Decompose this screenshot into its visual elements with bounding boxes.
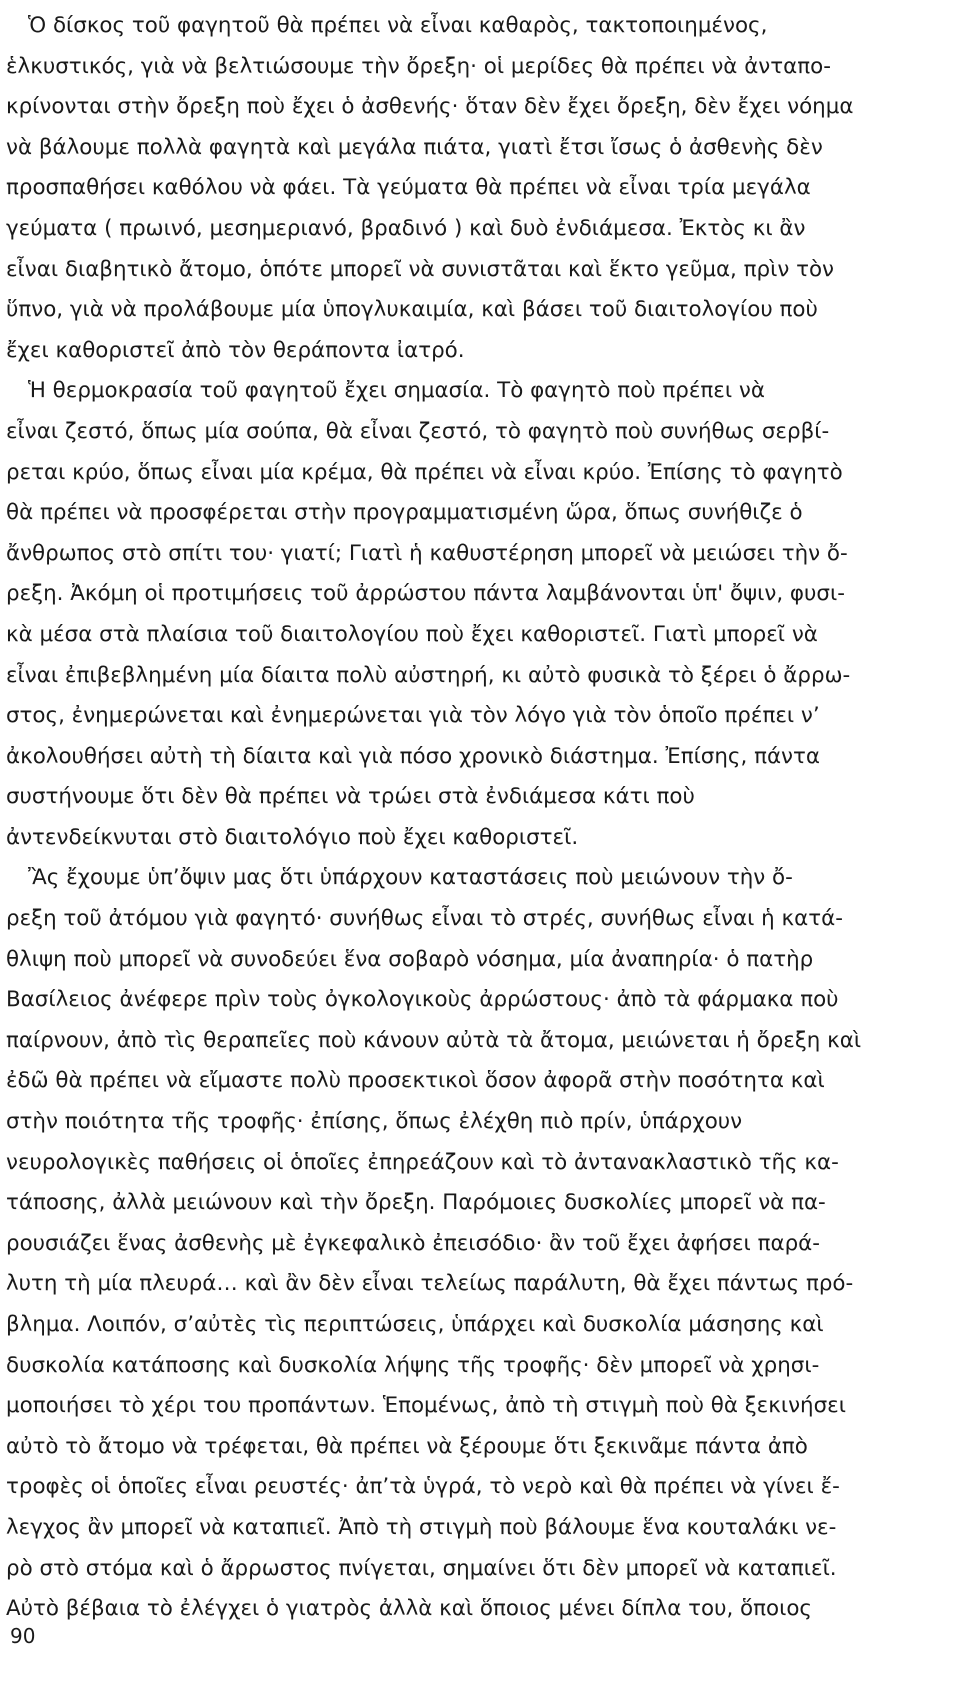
page-number: 90 bbox=[10, 1624, 36, 1648]
paragraph-2: Ἡ θερμοκρασία τοῦ φαγητοῦ ἔχει σημασία. Τὸ φαγητὸ ποὺ πρέπει νὰ εἶναι ζεστό, ὅπως μία σούπα, θὰ εἶναι ζεστό, τὸ φαγητὸ ποὺ συνήθως σερβί- ρεται κρύο, ὅπως εἶναι μία κρέμα, θὰ πρέπει νὰ εἶναι κρύο. Ἐπίσης τὸ φαγητὸ θὰ πρέπει νὰ προσφέρεται στὴν προγραμματισμένη ὥρα, ὅπως συνήθιζε ὁ ἄνθρωπος στὸ σπίτι του· γιατί; Γιατὶ ἡ καθυστέρηση μπορεῖ νὰ μειώσει τὴν ὄ- ρεξη. Ἀκόμη οἱ προτιμήσεις τοῦ ἀρρώστου πάντα λαμβάνονται ὑπ' ὄψιν, φυσι- κὰ μέσα στὰ πλαίσια τοῦ διαιτολογίου ποὺ ἔχει καθοριστεῖ. Γιατὶ μπορεῖ νὰ εἶναι ἐπιβεβλημένη μία δίαιτα πολὺ αὐστηρή, κι αὐτὸ φυσικὰ τὸ ξέρει ὁ ἄρρω- στος, ἐνημερώνεται καὶ ἐνημερώνεται γιὰ τὸν λόγο γιὰ τὸν ὁποῖο πρέπει ν’ ἀκολουθήσει αὐτὴ τὴ δίαιτα καὶ γιὰ πόσο χρονικὸ διάστημα. Ἐπίσης, πάντα συστήνουμε ὅτι δὲν θὰ πρέπει νὰ τρώει στὰ ἐνδιάμεσα κάτι ποὺ ἀντενδείκνυται στὸ διαιτολόγιο ποὺ ἔχει καθοριστεῖ. bbox=[6, 378, 851, 850]
body-text bbox=[6, 6, 892, 1630]
paragraph-3: Ἂς ἔχουμε ὑπ’ὄψιν μας ὅτι ὑπάρχουν καταστάσεις ποὺ μειώνουν τὴν ὄ- ρεξη τοῦ ἀτόμου γιὰ φαγητό· συνήθως εἶναι τὸ στρές, συνήθως εἶναι ἡ κατά- θλιψη ποὺ μπορεῖ νὰ συνοδεύει ἕνα σοβαρὸ νόσημα, μία ἀναπηρία· ὁ πατὴρ Βασίλειος ἀνέφερε πρὶν τοὺς ὀγκολογικοὺς ἀρρώστους· ἀπὸ τὰ φάρμακα ποὺ παίρνουν, ἀπὸ τὶς θεραπεῖες ποὺ κάνουν αὐτὰ τὰ ἄτομα, μειώνεται ἡ ὄρεξη καὶ ἐδῶ θὰ πρέπει νὰ εἴμαστε πολὺ προσεκτικοὶ ὅσον ἀφορᾶ στὴν ποσότητα καὶ στὴν ποιότητα τῆς τροφῆς· ἐπίσης, ὅπως ἐλέχθη πιὸ πρίν, ὑπάρχουν νευρολογικὲς παθήσεις οἱ ὁποῖες ἐπηρεάζουν καὶ τὸ ἀντανακλαστικὸ τῆς κα- τάποσης, ἀλλὰ μειώνουν καὶ τὴν ὄρεξη. Παρόμοιες δυσκολίες μπορεῖ νὰ πα- ρουσιάζει ἕνας ἀσθενὴς μὲ ἐγκεφαλικὸ ἐπεισόδιο· ἂν τοῦ ἔχει ἀφήσει παρά- λυτη τὴ μία πλευρά… καὶ ἂν δὲν εἶναι τελείως παράλυτη, θὰ ἔχει πάντως πρό- βλημα. Λοιπόν, σ’αὐτὲς τὶς περιπτώσεις, ὑπάρχει καὶ δυσκολία μάσησης καὶ δυσκολία κατάποσης καὶ δυσκολία λήψης τῆς τροφῆς· δὲν μπορεῖ νὰ χρησι- μοποιήσει τὸ χέρι του προπάντων. Ἑπομένως, ἀπὸ τὴ στιγμὴ ποὺ θὰ ξεκινήσει αὐτὸ τὸ ἄτομο νὰ τρέφεται, θὰ πρέπει νὰ ξέρουμε ὅτι ξεκινᾶμε πάντα ἀπὸ τροφὲς οἱ ὁποῖες εἶναι ρευστές· ἀπ’τὰ ὑγρά, τὸ νερὸ καὶ θὰ πρέπει νὰ γίνει ἔ- λεγχος ἂν μπορεῖ νὰ καταπιεῖ. Ἀπὸ τὴ στιγμὴ ποὺ βάλουμε ἕνα κουταλάκι νε- ρὸ στὸ στόμα καὶ ὁ ἄρρωστος πνίγεται, σημαίνει ὅτι δὲν μπορεῖ νὰ καταπιεῖ. Αὐτὸ βέβαια τὸ ἐλέγχει ὁ γιατρὸς ἀλλὰ καὶ ὅποιος μένει δίπλα του, ὅποιος bbox=[6, 865, 862, 1622]
paragraph-1: Ὁ δίσκος τοῦ φαγητοῦ θὰ πρέπει νὰ εἶναι καθαρὸς, τακτοποιημένος, ἑλκυστικός, γιὰ νὰ βελτιώσουμε τὴν ὄρεξη· οἱ μερίδες θὰ πρέπει νὰ ἀνταπο- κρίνονται στὴν ὄρεξη ποὺ ἔχει ὁ ἀσθενής· ὅταν δὲν ἔχει ὄρεξη, δὲν ἔχει νόημα νὰ βάλουμε πολλὰ φαγητὰ καὶ μεγάλα πιάτα, γιατὶ ἔτσι ἴσως ὁ ἀσθενὴς δὲν προσπαθήσει καθόλου νὰ φάει. Τὰ γεύματα θὰ πρέπει νὰ εἶναι τρία μεγάλα γεύματα ( πρωινό, μεσημεριανό, βραδινό ) καὶ δυὸ ἐνδιάμεσα. Ἐκτὸς κι ἂν εἶναι διαβητικὸ ἄτομο, ὁπότε μπορεῖ νὰ συνιστᾶται καὶ ἕκτο γεῦμα, πρὶν τὸν ὕπνο, γιὰ νὰ προλάβουμε μία ὑπογλυκαιμία, καὶ βάσει τοῦ διαιτολογίου ποὺ ἔχει καθοριστεῖ ἀπὸ τὸν θεράποντα ἰατρό. bbox=[6, 13, 854, 363]
